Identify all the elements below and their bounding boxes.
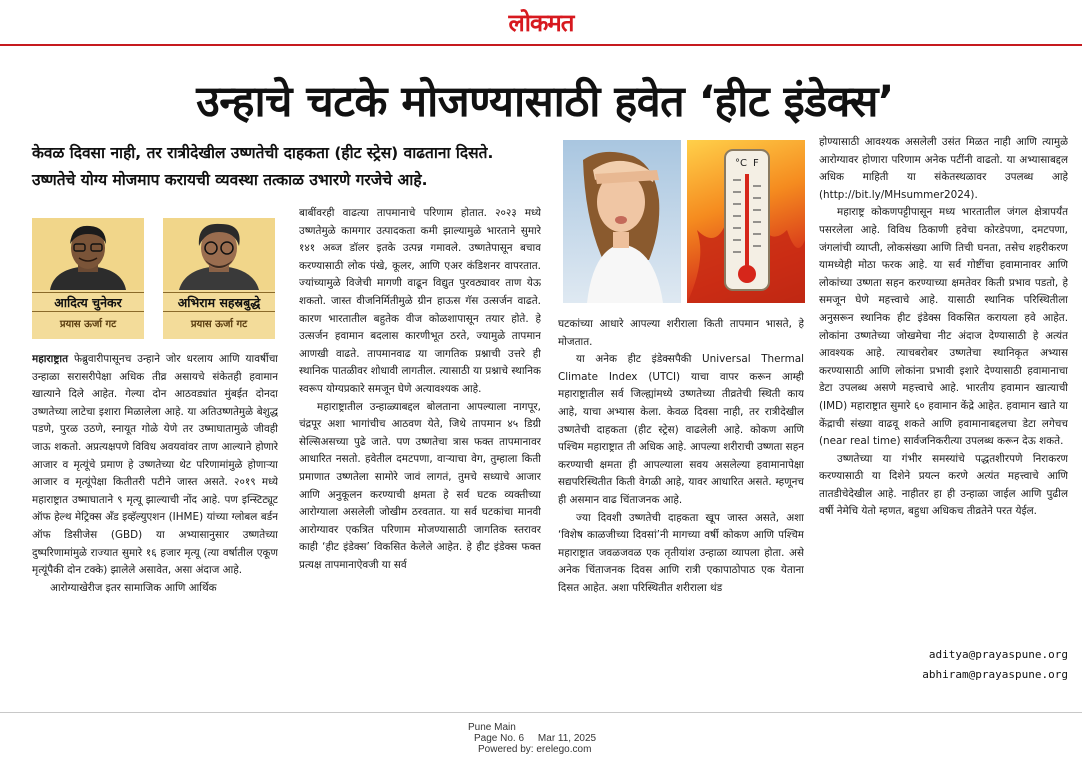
author-portrait-icon [32,218,144,290]
article-paragraph: या अनेक हीट इंडेक्सपैकी Universal Thermal Climate Index (UTCI) याचा वापर करून आम्ही महाराष्ट्रातील सर्व जिल्ह्यांमध्ये उष्णतेच्या तीव्रतेची स्थिती काय आहे, याचा अभ्यास केला. केवळ दिवसा नाही, तर रात्रीदेखील उष्णतेची दाहकता (हीट स्ट्रेस) वाढलेली आहे. कोकण आणि पश्चिम महाराष्ट्रात ती अधिक आहे. आपल्या शरीराची उष्णता सहन करण्याची क्षमता ही आपल्याला सवय असलेल्या हवामानापेक्षा सद्यपरिस्थितीत किती वेगळी आहे, यावर आधारित असते. म्हणूनच ही असमान वाढ चिंताजनक आहे. [558,353,804,506]
author-photo-abhiram [163,218,275,290]
newspaper-logo: लोकमत [508,8,574,37]
article-paragraph: ज्या दिवशी उष्णतेची दाहकता खूप जास्त असते, अशा ‘विशेष काळजीच्या दिवसां’नी मागच्या वर्षी कोकण आणि पश्चिम महाराष्ट्रात जवळजवळ एक तृतीयांश उन्हाळा व्यापला होता. असे अनेक चिंताजनक दिवस आणि रात्री एकापाठोपाठ एक येताना दिसत आहेत. अशा परिस्थितीत शरीराला थंड [558,511,804,594]
article-paragraph [32,351,278,580]
author-email[interactable]: abhiram@prayaspune.org [922,668,1068,681]
article-paragraph: महाराष्ट्रातील उन्हाळ्याबद्दल बोलताना आपल्याला नागपूर, चंद्रपूर अशा भागांचीच आठवण येते, जिथे तापमान ४५ डिग्री सेल्सिअसच्या पुढे जाते. पण उष्णतेचा त्रास फक्त तापमानावर आधारित नसतो. हवेतील दमटपणा, वाऱ्याचा वेग, तुम्हाला किती प्रमाणात उष्णतेला सामोरे जावं लागतं, तुमचे सध्याचे आजार आणि अनुकूलन करण्याची क्षमता हे सर्व घटक व्यक्तीच्या आरोग्याला असलेली जोखीम ठरवतात. या सर्व घटकांचा मानवी आरोग्यावर एकत्रित परिणाम मोजण्यासाठी जागतिक स्तरावर काही ‘हीट इंडेक्स’ विकसित केलेले आहेत. हे हीट इंडेक्स फक्त प्रत्यक्ष तापमानाऐवजी या सर्व [299,400,541,571]
article-paragraph: होण्यासाठी आवश्यक असलेली उसंत मिळत नाही आणि त्यामुळे आरोग्यावर होणारा परिणाम अनेक पटींनी वाढतो. या अभ्यासाबद्दल अधिक माहिती या संकेतस्थळावर उपलब्ध आहे (http://bit.ly/MHsummer2024). [819,136,1068,201]
article-strapline: केवळ दिवसा नाही, तर रात्रीदेखील उष्णतेची दाहकता (हीट स्ट्रेस) वाढताना दिसते. उष्णतेचे योग्य मोजमाप करायची व्यवस्था तत्काळ उभारणे गरजेचे आहे. [32,144,494,189]
page-and-date: Page No. 6 Mar 11, 2025 [474,733,597,744]
masthead-rule [0,44,1082,46]
article-paragraph: बाबींवरही वाढत्या तापमानाचे परिणाम होतात. २०२३ मध्ये उष्णतेमुळे कामगार उत्पादकता कमी झाल्यामुळे भारताने सुमारे १४१ अब्ज डॉलर इतके उत्पन्न गमावले. उष्णतेपासून बचाव करण्यासाठी लोक पंखे, कूलर, आणि एअर कंडिशनर वापरतात. ज्यांच्यामुळे विजेची मागणी वाढून विद्युत पुरवठ्यावर ताण येऊ शकतो. जास्त वीजनिर्मितीमुळे ग्रीन हाऊस गॅस उत्सर्जन वाढते. कारण भारतातील बहुतेक वीज कोळशापासून तयार होते. हे उत्सर्जन हवामान बदलास कारणीभूत ठरते, ज्यामुळे तापमान आणखी वाढते. तापमानवाढ या जागतिक प्रश्नाची उत्तरे ही स्थानिक पातळीवर शोधावी लागतील. त्यासाठी या प्रश्नाचे स्थानिक स्वरूप योग्यप्रकारे समजून घेणे अत्यावश्यक आहे. [299,207,541,395]
article-column-2 [299,205,541,697]
woman-in-heat-photo [563,140,681,303]
lead-word: महाराष्ट्रात [32,353,69,365]
article-paragraph: घटकांच्या आधारे आपल्या शरीराला किती तापमान भासते, हे मोजतात. [558,318,804,348]
author-organisation: प्रयास ऊर्जा गट [59,319,117,330]
article-column-4 [819,134,1068,659]
heatwave-photo [563,140,805,303]
author-emails [819,645,1068,685]
paragraph-text: फेब्रुवारीपासूनच उन्हाने जोर धरलाय आणि यावर्षीचा उन्हाळा सरासरीपेक्षा अधिक तीव्र असायचे संकेतही हवामान खात्याने दिले आहेत. गेल्या दोन आठवड्यांत मुंबईत दोनदा उष्णतेच्या लाटेचा इशारा मिळालेला आहे. या अतिउष्णतेमुळे बेशुद्ध पडणे, पुरळ उठणे, स्नायूत गोळे येणे तर उष्माघातामुळे जीवही जाऊ शकतो. अप्रत्यक्षपणे विविध अवयवांवर ताण आल्याने होणारे आजार व मृत्यूंचे प्रमाण हे उष्णतेच्या थेट परिणामांमुळे होणाऱ्या आजार व मृत्यूंपेक्षा कितीतरी पटीने जास्त असते. २०१९ मध्ये महाराष्ट्रात उष्माघाताने ९ मृत्यू झाल्याची नोंद आहे. पण इन्स्टिट्यूट ऑफ हेल्थ मेट्रिक्स अँड इव्हॅल्युएशन (IHME) यांच्या ग्लोबल बर्डन ऑफ डिसीजेस (GBD) या अभ्यासानुसार उष्णतेच्या दुष्परिणामांमुळे राज्यात सुमारे १६ हजार मृत्यू (त्या वर्षातील एकूण मृत्यूंपैकी दोन टक्के) झालेले असावेत, असा अंदाज आहे. [32,353,278,577]
article-paragraph: आरोग्याखेरीज इतर सामाजिक आणि आर्थिक [50,581,217,594]
author-card-aditya [32,218,144,339]
footer-meta [440,722,640,755]
article-paragraph: महाराष्ट्र कोकणपट्टीपासून मध्य भारतातील जंगल क्षेत्रापर्यंत पसरलेला आहे. विविध ठिकाणी हवेचा कोरडेपणा, दमटपणा, जंगलांची व्याप्ती, लोकसंख्या आणि तिची घनता, तसेच शहरीकरण यामध्येही मोठा फरक आहे. या सर्व गोष्टींचा हवामानावर आणि लोकांच्या उष्णता सहन करण्याच्या क्षमतेवर किती प्रभाव पडतो, हे समजून घेणे महत्त्वाचे आहे. यासाठी स्थानिक परिस्थितीला अनुसरून स्थानिक हीट इंडेक्स विकसित करायला हवे आहेत. लोकांना उष्णतेच्या जोखमेचा नीट अंदाज देण्यासाठी हे अत्यंत आवश्यक आहे. त्याचबरोबर उष्णतेचा स्थानिकृत अभ्यास करण्यासाठी आणि लोकांना प्रभावी इशारे देण्यासाठी हवामानाचा डेटा उपलब्ध असणे महत्त्वाचे आहे. भारतीय हवामान खात्याची (IMD) महाराष्ट्रात सुमारे ६० हवामान केंद्रे आहेत. हवामान खाते या केंद्राची संख्या वाढवू शकते आणि हवामानाबद्दलचा डेटा लगेचच (near real time) सार्वजनिकरीत्या उपलब्ध करून देऊ शकते. [819,206,1068,448]
article-headline: उन्हाचे चटके मोजण्यासाठी हवेत ‘हीट इंडेक्स’ [196,77,894,127]
article-paragraph: उष्णतेच्या या गंभीर समस्यांचे पद्धतशीरपणे निराकरण करण्यासाठी या दिशेने प्रयत्न करणे अत्यंत महत्त्वाचे आणि तातडीचेदेखील आहे. नाहीतर हा ही उन्हाळा जाईल आणि पुढील वर्षी नेमेचि येतो म्हणत, बहुधा अधिकच तीव्रतेने परत येईल. [819,452,1068,518]
author-organisation: प्रयास ऊर्जा गट [190,319,248,330]
author-card-abhiram [163,218,275,339]
author-email[interactable]: aditya@prayaspune.org [928,648,1068,661]
author-photo-aditya [32,218,144,290]
article-column-3 [558,316,804,697]
woman-shading-face-icon [563,140,681,303]
author-name: अभिराम सहस्रबुद्धे [163,292,275,312]
author-portrait-icon [163,218,275,290]
thermometer-icon [687,140,805,303]
article-page [20,58,1070,708]
article-column-1 [32,351,278,697]
thermometer-unit-label: F [753,158,759,169]
author-name: आदित्य चुनेकर [32,292,144,312]
powered-by[interactable]: Powered by: erelego.com [478,744,592,755]
thermometer-unit-label: °C [735,158,747,169]
footer-rule [0,712,1082,713]
masthead [0,0,1082,46]
page-footer [0,712,1082,763]
thermometer-fire-photo [687,140,805,303]
edition-name: Pune Main [468,722,516,733]
